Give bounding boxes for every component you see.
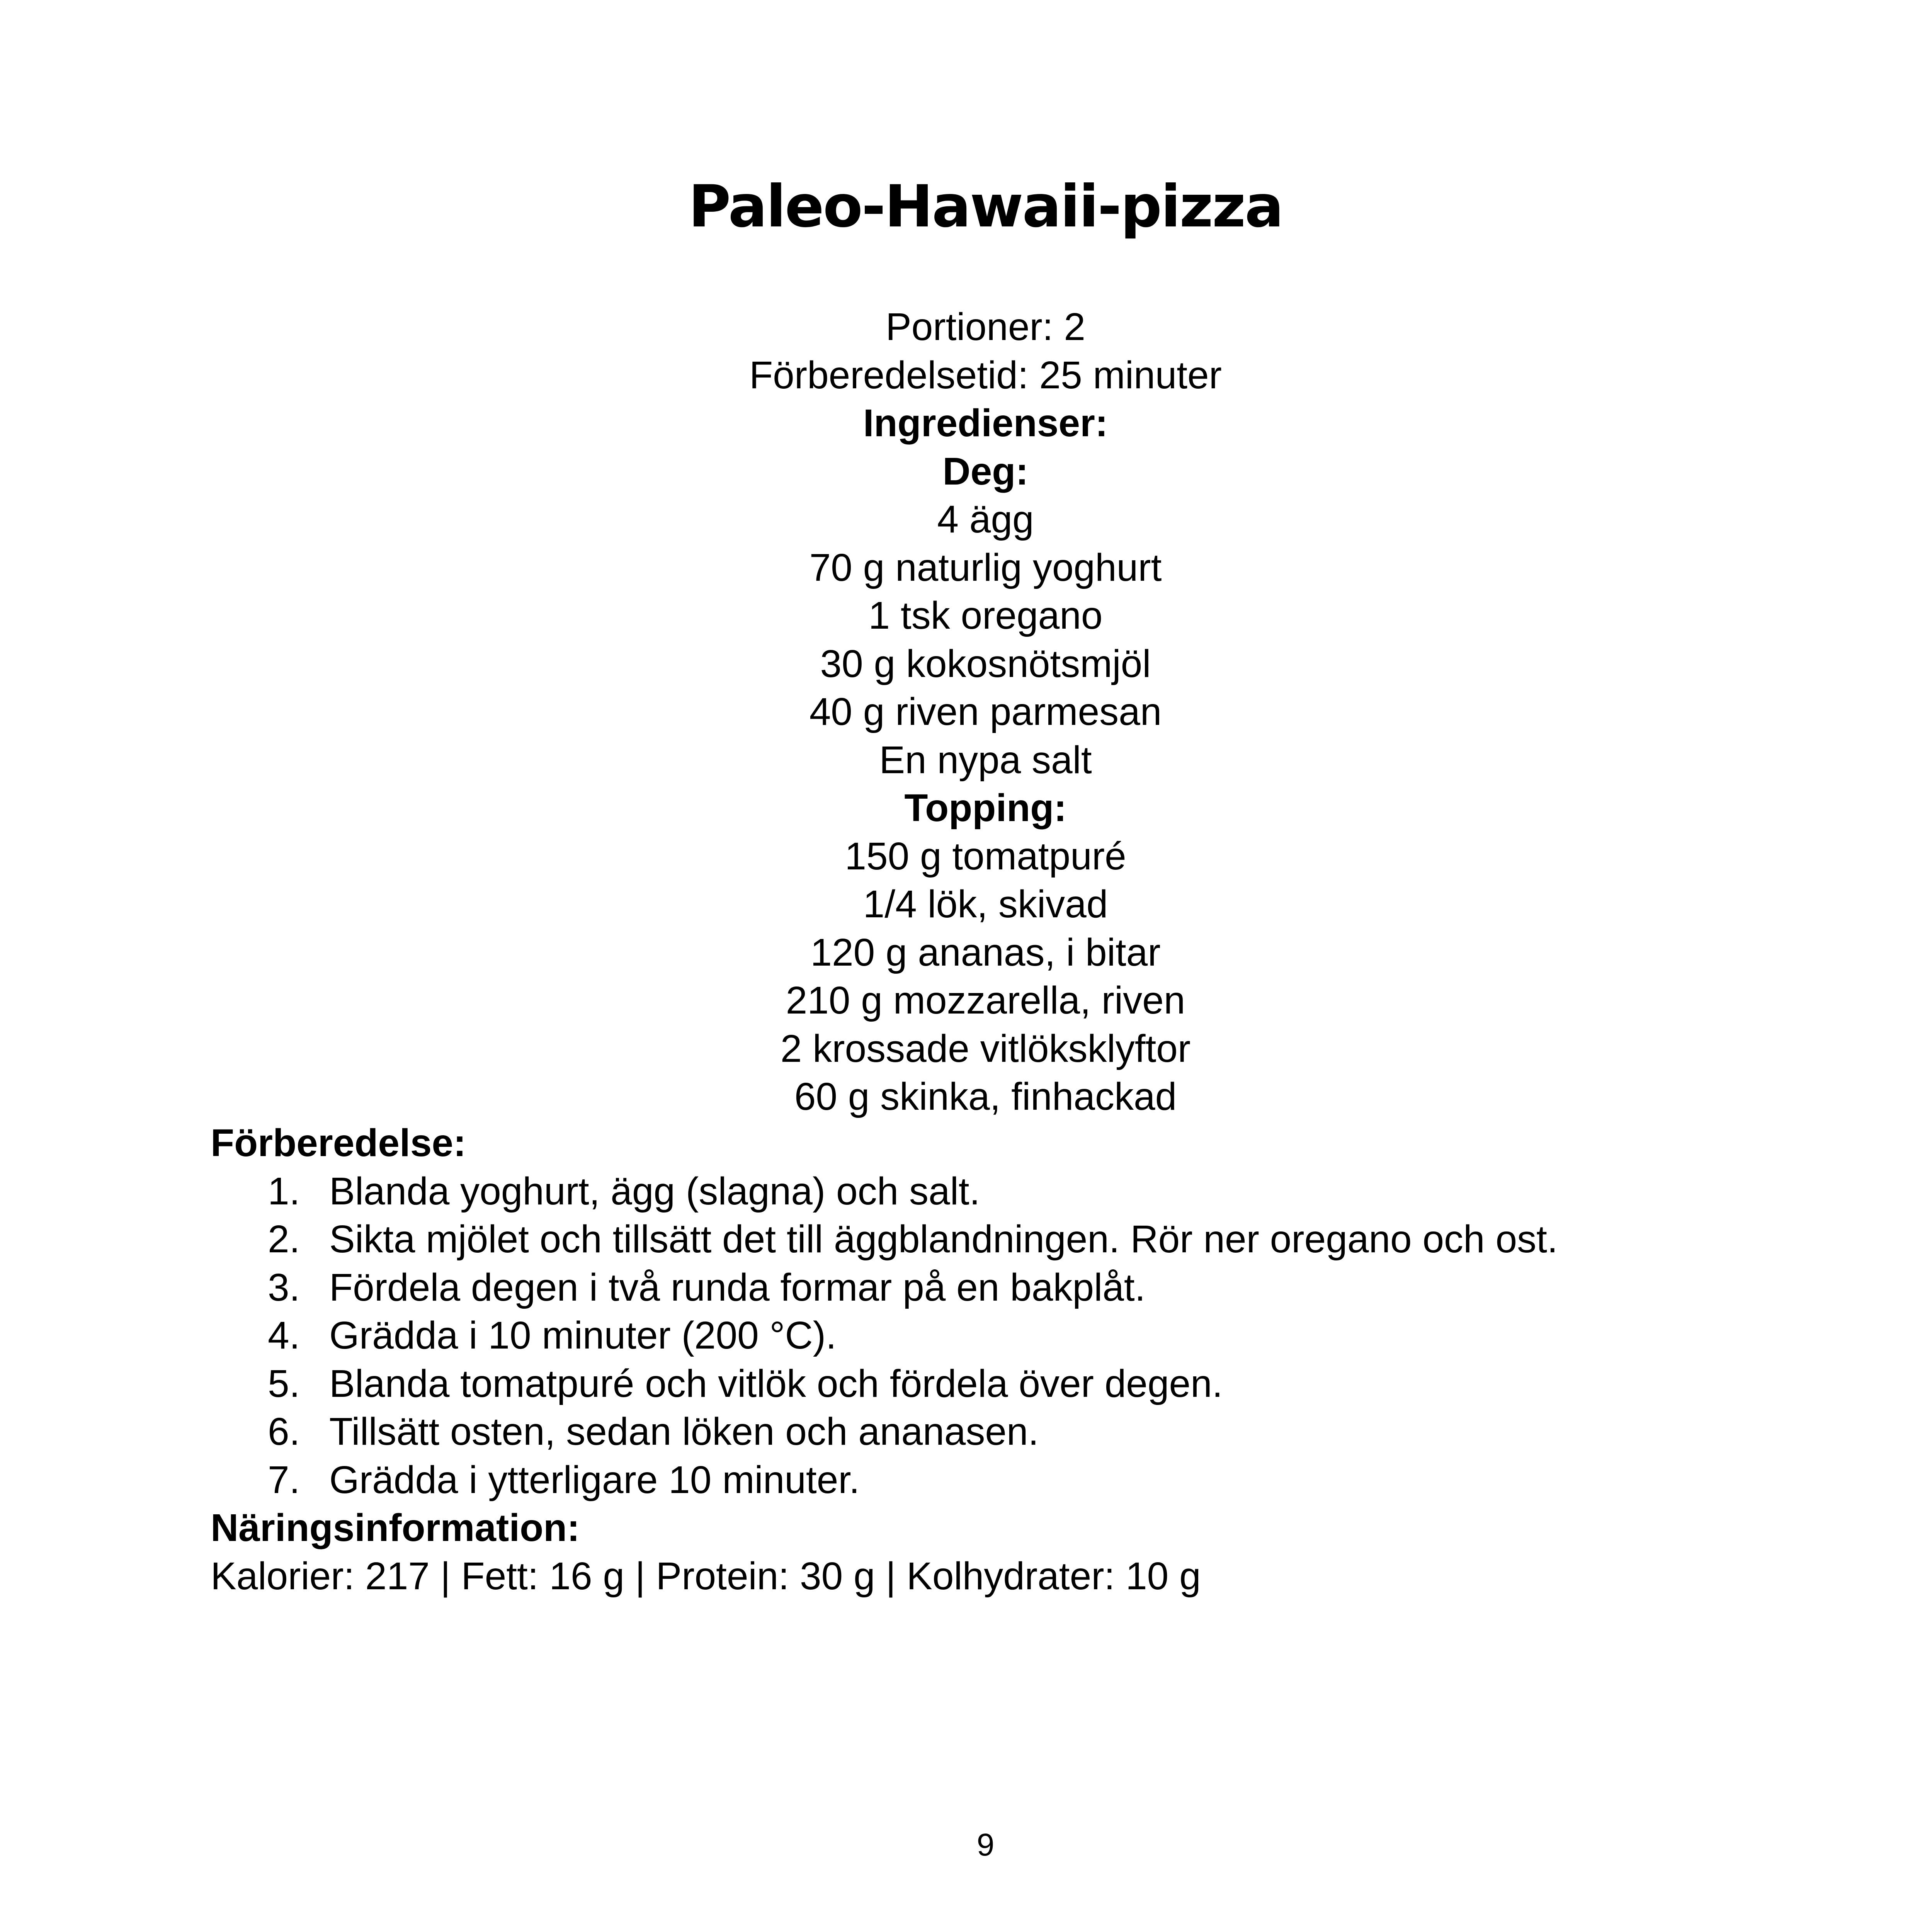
step-item bbox=[211, 1215, 1558, 1264]
topping-heading: Topping: bbox=[904, 786, 1067, 830]
step-item bbox=[211, 1360, 1558, 1408]
page-number: 9 bbox=[976, 1827, 995, 1862]
prep-time: Förberedelsetid: 25 minuter bbox=[749, 353, 1222, 397]
ingredient-item: 60 g skinka, finhackad bbox=[794, 1075, 1177, 1118]
step-item bbox=[211, 1311, 1558, 1360]
step-number: 6. bbox=[268, 1410, 300, 1453]
ingredient-item: 120 g ananas, i bitar bbox=[810, 930, 1161, 974]
ingredient-item: 2 krossade vitlöksklyftor bbox=[780, 1027, 1191, 1070]
ingredients-heading: Ingredienser: bbox=[863, 401, 1108, 445]
ingredient-item: 40 g riven parmesan bbox=[809, 690, 1162, 733]
step-text: Grädda i ytterligare 10 minuter. bbox=[329, 1458, 860, 1502]
step-number: 3. bbox=[268, 1265, 300, 1309]
step-item bbox=[211, 1167, 1558, 1216]
ingredient-item: 1/4 lök, skivad bbox=[863, 883, 1108, 926]
step-item bbox=[211, 1408, 1558, 1456]
step-text: Sikta mjölet och tillsätt det till äggblandningen. Rör ner oregano och ost. bbox=[329, 1218, 1558, 1261]
ingredient-item: 30 g kokosnötsmjöl bbox=[820, 642, 1151, 685]
step-item bbox=[211, 1264, 1558, 1312]
ingredient-item: 70 g naturlig yoghurt bbox=[809, 546, 1162, 589]
step-item bbox=[211, 1456, 1558, 1504]
recipe-instructions bbox=[211, 1119, 1558, 1600]
step-text: Blanda tomatpuré och vitlök och fördela över degen. bbox=[329, 1362, 1223, 1405]
nutrition-heading: Näringsinformation: bbox=[211, 1506, 580, 1549]
recipe-summary bbox=[0, 303, 1932, 1121]
servings: Portioner: 2 bbox=[886, 305, 1085, 349]
preparation-heading: Förberedelse: bbox=[211, 1121, 466, 1165]
step-number: 4. bbox=[268, 1314, 300, 1357]
step-text: Blanda yoghurt, ägg (slagna) och salt. bbox=[329, 1169, 980, 1213]
ingredient-item: En nypa salt bbox=[879, 738, 1092, 782]
step-number: 7. bbox=[268, 1458, 300, 1502]
ingredient-item: 4 ägg bbox=[937, 498, 1034, 541]
dough-heading: Deg: bbox=[942, 449, 1029, 493]
preparation-steps bbox=[211, 1167, 1558, 1504]
ingredient-item: 210 g mozzarella, riven bbox=[786, 979, 1185, 1022]
step-text: Grädda i 10 minuter (200 °C). bbox=[329, 1314, 837, 1357]
step-text: Fördela degen i två runda formar på en bakplåt. bbox=[329, 1265, 1146, 1309]
step-number: 1. bbox=[268, 1169, 300, 1213]
step-number: 2. bbox=[268, 1218, 300, 1261]
ingredient-item: 150 g tomatpuré bbox=[845, 834, 1126, 878]
nutrition-info: Kalorier: 217 | Fett: 16 g | Protein: 30 g | Kolhydrater: 10 g bbox=[211, 1554, 1201, 1598]
page-title: Paleo-Hawaii-pizza bbox=[688, 173, 1283, 240]
ingredient-item: 1 tsk oregano bbox=[868, 594, 1103, 637]
step-number: 5. bbox=[268, 1362, 300, 1405]
step-text: Tillsätt osten, sedan löken och ananasen. bbox=[329, 1410, 1039, 1453]
